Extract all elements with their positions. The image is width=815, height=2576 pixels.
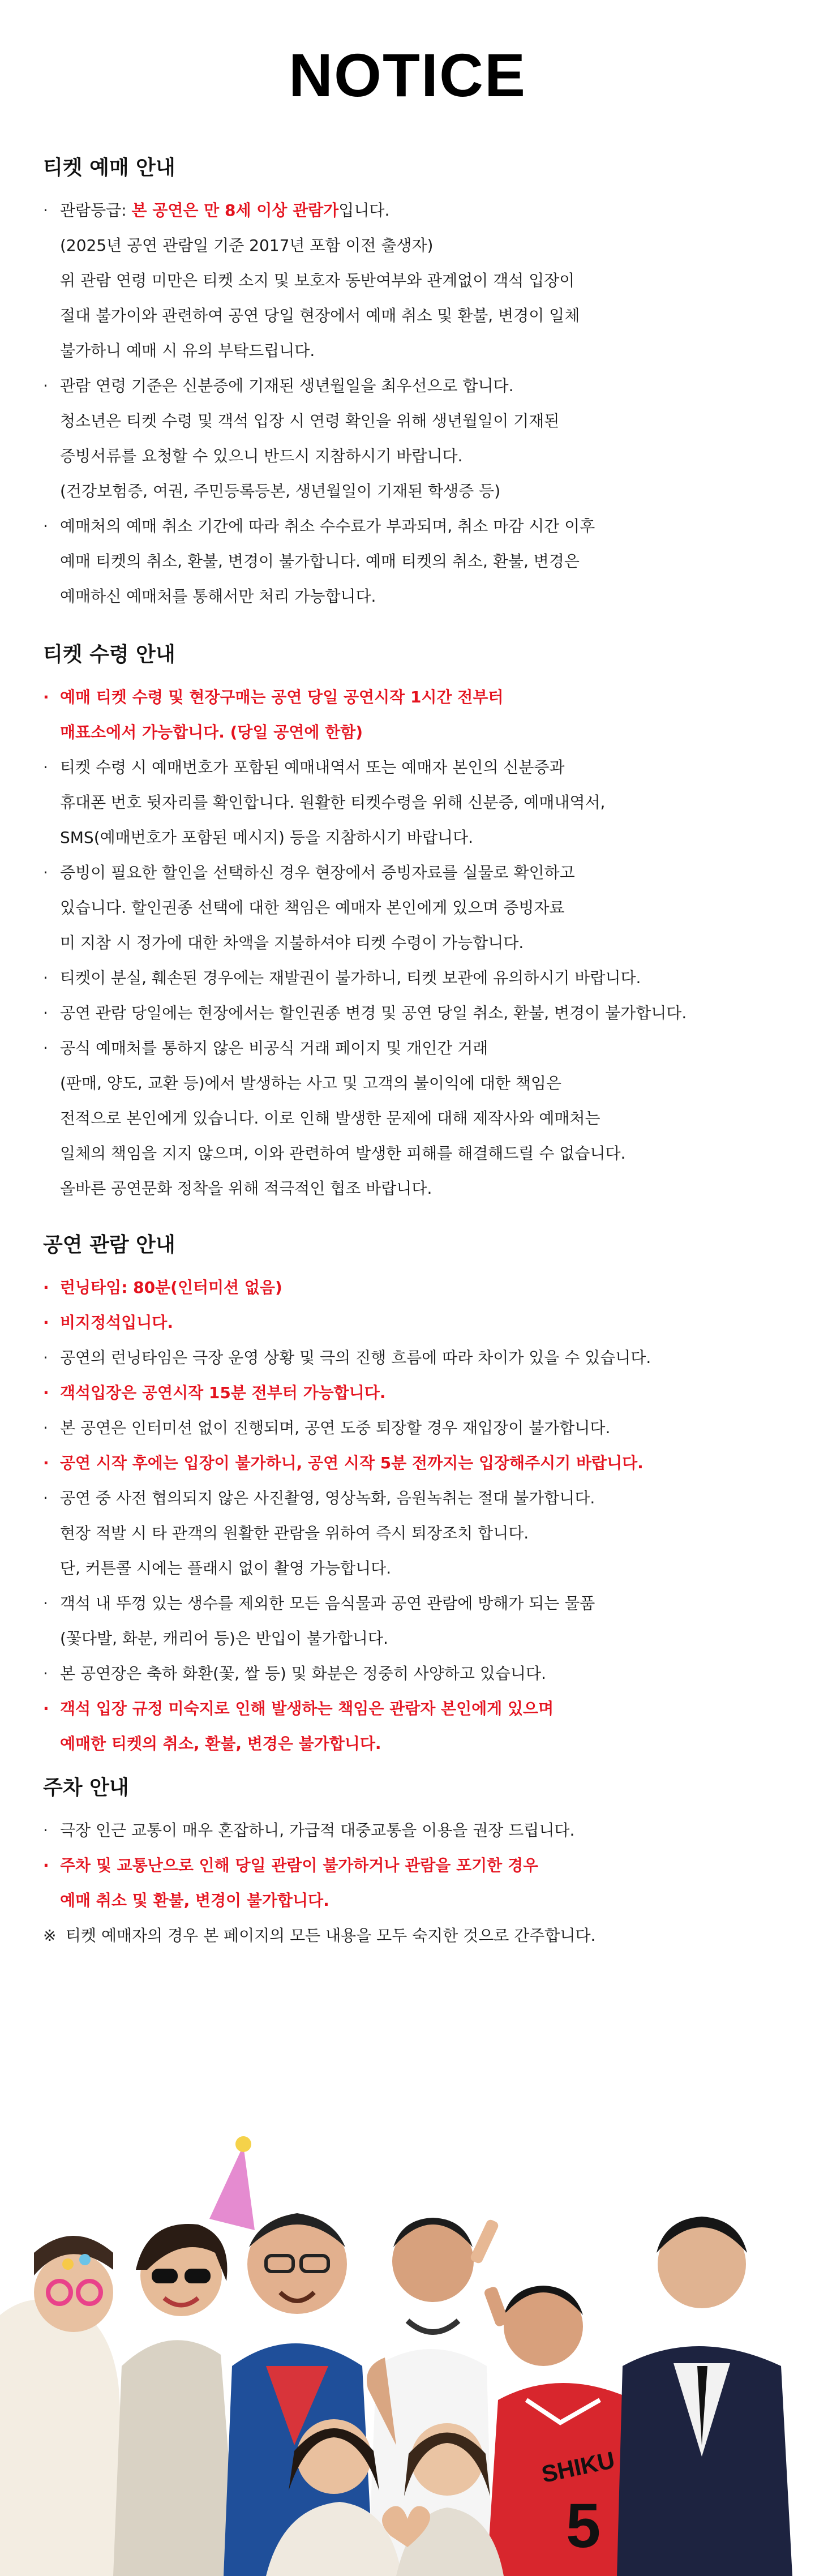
list-item: · 증빙이 필요한 할인을 선택하신 경우 현장에서 증빙자료를 실물로 확인하고: [43, 863, 575, 882]
list-item: 있습니다. 할인권종 선택에 대한 책임은 예매자 본인에게 있으며 증빙자료: [60, 898, 565, 917]
list-item: · 비지정석입니다.: [43, 1313, 173, 1332]
section-ticket-pickup: [43, 638, 779, 1206]
section-ticket-booking: [43, 152, 779, 614]
list-item: 미 지참 시 정가에 대한 차액을 지불하셔야 티켓 수령이 가능합니다.: [60, 933, 524, 952]
list-item: · 극장 인근 교통이 매우 혼잡하니, 가급적 대중교통을 이용을 권장 드립니다.: [43, 1821, 575, 1840]
list-item: · 객석 내 뚜껑 있는 생수를 제외한 모든 음식물과 공연 관람에 방해가 되는 물품: [43, 1594, 595, 1613]
list-item: 예매 취소 및 환불, 변경이 불가합니다.: [60, 1891, 329, 1910]
list-item: · 공연 시작 후에는 입장이 불가하니, 공연 시작 5분 전까지는 입장해주시기 바랍니다.: [43, 1454, 644, 1472]
list-item: · 티켓 수령 시 예매번호가 포함된 예매내역서 또는 예매자 본인의 신분증과: [43, 758, 565, 777]
list-item: 매표소에서 가능합니다. (당일 공연에 한함): [60, 723, 363, 741]
list-item: 위 관람 연령 미만은 티켓 소지 및 보호자 동반여부와 관계없이 객석 입장이: [60, 271, 575, 290]
list-item: 예매한 티켓의 취소, 환불, 변경은 불가합니다.: [60, 1734, 381, 1753]
list-item: 올바른 공연문화 정착을 위해 적극적인 협조 바랍니다.: [60, 1179, 432, 1198]
list-item: 절대 불가이와 관련하여 공연 당일 현장에서 예매 취소 및 환불, 변경이 일체: [60, 306, 580, 325]
jersey-text: SHIKU: [539, 2446, 617, 2488]
list-item: · 객석입장은 공연시작 15분 전부터 가능합니다.: [43, 1383, 386, 1402]
list-item: · 본 공연장은 축하 화환(꽃, 쌀 등) 및 화분은 정중히 사양하고 있습니다.: [43, 1664, 546, 1683]
list-item: · 예매처의 예매 취소 기간에 따라 취소 수수료가 부과되며, 취소 마감 시간 이후: [43, 517, 595, 535]
list-item: 휴대폰 번호 뒷자리를 확인합니다. 원활한 티켓수령을 위해 신분증, 예매내역서,: [60, 793, 606, 812]
disclaimer-note: ※ 티켓 예매자의 경우 본 페이지의 모든 내용을 모두 숙지한 것으로 간주합니다.: [43, 1926, 596, 1945]
list-item: (판매, 양도, 교환 등)에서 발생하는 사고 및 고객의 불이익에 대한 책임은: [60, 1074, 561, 1092]
list-item: · 예매 티켓 수령 및 현장구매는 공연 당일 공연시작 1시간 전부터: [43, 688, 504, 706]
list-item: · 공연 중 사전 협의되지 않은 사진촬영, 영상녹화, 음원녹취는 절대 불가합니다.: [43, 1489, 595, 1507]
section-heading: 공연 관람 안내: [43, 1233, 175, 1257]
list-item: · 공연 관람 당일에는 현장에서는 할인권종 변경 및 공연 당일 취소, 환불, 변경이 불가합니다.: [43, 1004, 687, 1022]
list-item: (2025년 공연 관람일 기준 2017년 포함 이전 출생자): [60, 236, 434, 255]
jersey-number: 5: [566, 2491, 601, 2561]
section-heading: 티켓 수령 안내: [43, 643, 175, 666]
list-item: 단, 커튼콜 시에는 플래시 없이 촬영 가능합니다.: [60, 1559, 392, 1578]
list-item: 증빙서류를 요청할 수 있으니 반드시 지참하시기 바랍니다.: [60, 447, 463, 465]
cast-photo: [0, 2049, 815, 2576]
list-item: · 공식 예매처를 통하지 않은 비공식 거래 페이지 및 개인간 거래: [43, 1039, 488, 1057]
cast-illustration: [0, 2049, 815, 2576]
section-heading: 주차 안내: [43, 1776, 129, 1799]
section-parking: [43, 1772, 779, 1953]
list-item: 불가하니 예매 시 유의 부탁드립니다.: [60, 341, 315, 360]
list-item: (꽃다발, 화분, 캐리어 등)은 반입이 불가합니다.: [60, 1629, 388, 1648]
list-item: 청소년은 티켓 수령 및 객석 입장 시 연령 확인을 위해 생년월일이 기재된: [60, 412, 560, 430]
list-item: 예매하신 예매처를 통해서만 처리 가능합니다.: [60, 587, 376, 606]
list-item: (건강보험증, 여권, 주민등록등본, 생년월일이 기재된 학생증 등): [60, 482, 501, 500]
list-item: · 런닝타임: 80분(인터미션 없음): [43, 1278, 282, 1297]
section-heading: 티켓 예매 안내: [43, 156, 175, 179]
list-item: · 객석 입장 규정 미숙지로 인해 발생하는 책임은 관람자 본인에게 있으며: [43, 1699, 554, 1718]
list-item: · 주차 및 교통난으로 인해 당일 관람이 불가하거나 관람을 포기한 경우: [43, 1856, 539, 1875]
list-item: · 관람등급: 본 공연은 만 8세 이상 관람가입니다.: [43, 201, 390, 220]
list-item: · 본 공연은 인터미션 없이 진행되며, 공연 도중 퇴장할 경우 재입장이 불가합니다.: [43, 1418, 611, 1437]
section-viewing: [43, 1229, 779, 1761]
list-item: SMS(예매번호가 포함된 메시지) 등을 지참하시기 바랍니다.: [60, 828, 474, 847]
list-item: · 관람 연령 기준은 신분증에 기재된 생년월일을 최우선으로 합니다.: [43, 376, 514, 395]
list-item: · 티켓이 분실, 훼손된 경우에는 재발권이 불가하니, 티켓 보관에 유의하시기 바랍니다.: [43, 968, 641, 987]
list-item: 예매 티켓의 취소, 환불, 변경이 불가합니다. 예매 티켓의 취소, 환불, 변경은: [60, 552, 580, 571]
page-title: NOTICE: [288, 41, 526, 109]
list-item: 현장 적발 시 타 관객의 원활한 관람을 위하여 즉시 퇴장조치 합니다.: [60, 1524, 529, 1542]
list-item: · 공연의 런닝타임은 극장 운영 상황 및 극의 진행 흐름에 따라 차이가 있을 수 있습니다.: [43, 1348, 651, 1367]
list-item: 전적으로 본인에게 있습니다. 이로 인해 발생한 문제에 대해 제작사와 예매처는: [60, 1109, 600, 1128]
list-item: 일체의 책임을 지지 않으며, 이와 관련하여 발생한 피해를 해결해드릴 수 없습니다.: [60, 1144, 626, 1163]
